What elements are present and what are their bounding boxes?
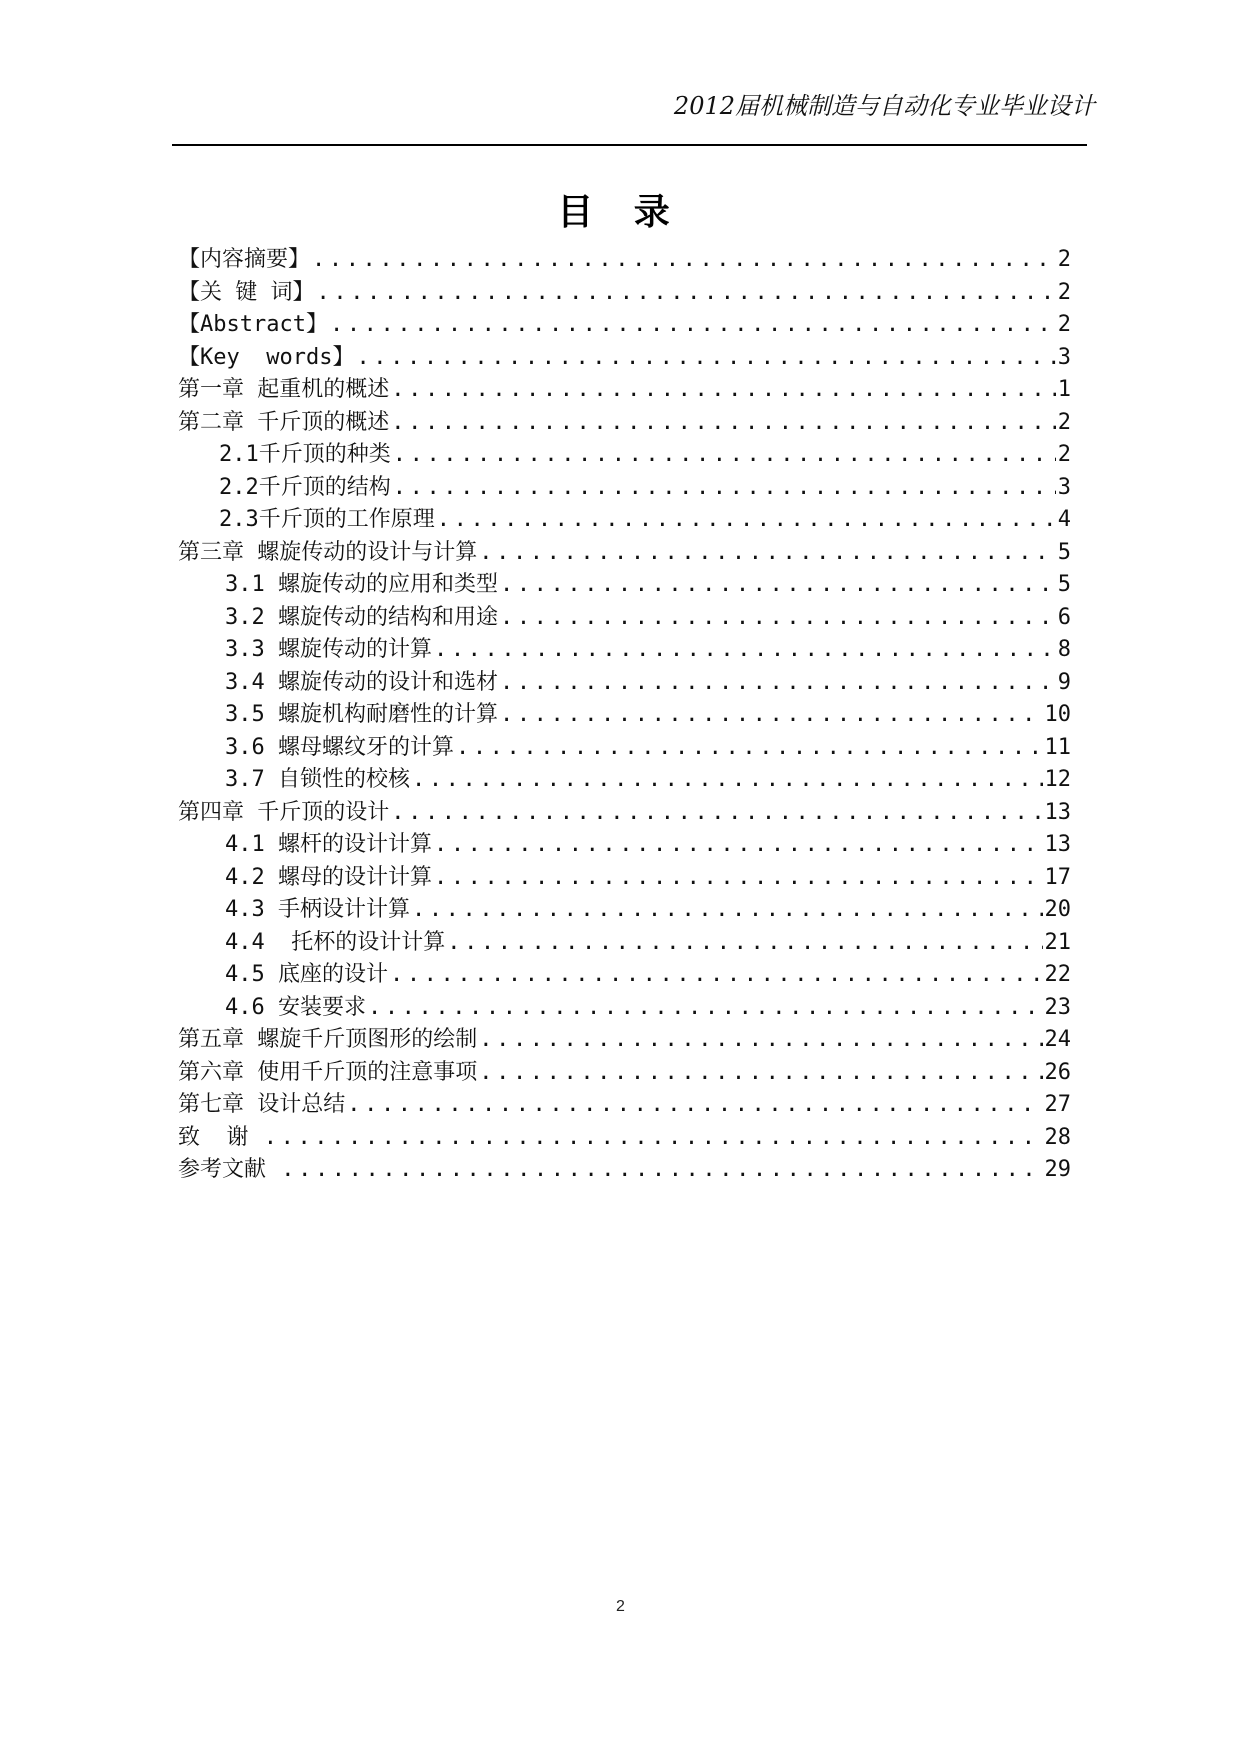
toc-entry-page: 17	[1044, 864, 1071, 890]
toc-entry-label: 【内容摘要】	[178, 247, 311, 272]
toc-leader-dots	[500, 667, 1056, 700]
toc-entry-page: 13	[1044, 832, 1071, 857]
toc-entry[interactable]	[178, 1154, 1071, 1187]
toc-entry[interactable]	[178, 927, 1071, 960]
toc-leader-dots	[434, 829, 1043, 862]
toc-entry-page: 2	[1057, 279, 1071, 305]
toc-leader-dots	[368, 992, 1043, 1025]
toc-entry[interactable]	[178, 602, 1071, 635]
toc-entry-page: 20	[1044, 897, 1071, 922]
toc-leader-dots	[479, 1057, 1042, 1090]
toc-entry[interactable]	[178, 862, 1071, 895]
toc-leader-dots	[434, 862, 1043, 895]
toc-entry[interactable]	[178, 959, 1071, 992]
toc-entry[interactable]	[178, 244, 1071, 277]
toc-entry-page: 1	[1057, 377, 1071, 402]
toc-entry[interactable]	[178, 764, 1071, 797]
toc-leader-dots	[412, 894, 1043, 927]
toc-entry[interactable]	[178, 699, 1071, 732]
toc-leader-dots	[390, 959, 1043, 992]
toc-entry-label: 【Abstract】	[178, 312, 328, 337]
toc-entry[interactable]	[178, 472, 1071, 505]
toc-entry[interactable]	[178, 634, 1071, 667]
toc-entry-label: 4.1 螺杆的设计计算	[225, 832, 432, 857]
toc-entry-label: 3.1 螺旋传动的应用和类型	[225, 572, 498, 597]
toc-entry-page: 8	[1057, 637, 1071, 662]
running-header: 2012届机械制造与自动化专业毕业设计	[673, 92, 1095, 120]
toc-entry[interactable]	[178, 1089, 1071, 1122]
toc-entry[interactable]	[178, 504, 1071, 537]
toc-entry-label: 2.3千斤顶的工作原理	[219, 507, 435, 532]
toc-entry[interactable]	[178, 569, 1071, 602]
toc-leader-dots	[264, 1122, 1043, 1155]
toc-leader-dots	[393, 439, 1056, 472]
toc-leader-dots	[347, 1089, 1042, 1122]
toc-entry-label: 3.3 螺旋传动的计算	[225, 637, 432, 662]
toc-entry-page: 4	[1057, 507, 1071, 532]
toc-leader-dots	[434, 634, 1056, 667]
toc-leader-dots	[356, 342, 1055, 375]
toc-entry-page: 5	[1057, 539, 1071, 565]
toc-entry-label: 3.5 螺旋机构耐磨性的计算	[225, 702, 498, 727]
toc-leader-dots	[391, 407, 1056, 440]
toc-leader-dots	[479, 537, 1056, 570]
toc-entry-label: 3.2 螺旋传动的结构和用途	[225, 604, 498, 630]
toc-entry-label: 【关 键 词】	[178, 279, 315, 305]
toc-leader-dots	[500, 602, 1056, 635]
toc-entry-page: 29	[1044, 1157, 1071, 1182]
toc-entry[interactable]	[178, 374, 1071, 407]
toc-entry-label: 4.3 手柄设计计算	[225, 897, 410, 922]
toc-entry-label: 【Key words】	[178, 344, 355, 370]
toc-entry-page: 3	[1057, 474, 1071, 500]
toc-entry-label: 2.1千斤顶的种类	[219, 442, 391, 467]
toc-leader-dots	[317, 277, 1056, 310]
toc-entry-page: 3	[1057, 344, 1071, 370]
toc-entry-label: 第三章 螺旋传动的设计与计算	[178, 539, 478, 565]
toc-entry-page: 13	[1044, 799, 1071, 825]
toc-entry-page: 2	[1057, 312, 1071, 337]
toc-entry[interactable]	[178, 667, 1071, 700]
toc-entry-label: 4.4 托杯的设计计算	[225, 929, 446, 955]
toc-leader-dots	[500, 569, 1056, 602]
toc-entry[interactable]	[178, 309, 1071, 342]
toc-leader-dots	[281, 1154, 1042, 1187]
toc-entry-page: 24	[1044, 1027, 1071, 1052]
toc-entry-label: 第一章 起重机的概述	[178, 377, 390, 402]
toc-entry-label: 第六章 使用千斤顶的注意事项	[178, 1059, 478, 1085]
toc-leader-dots	[456, 732, 1043, 765]
header-rule	[172, 144, 1087, 146]
toc-leader-dots	[312, 244, 1056, 277]
toc-entry-label: 3.6 螺母螺纹牙的计算	[225, 734, 454, 760]
toc-entry-label: 3.4 螺旋传动的设计和选材	[225, 669, 498, 695]
toc-leader-dots	[479, 1024, 1042, 1057]
toc-leader-dots	[391, 797, 1042, 830]
toc-entry-page: 23	[1044, 994, 1071, 1020]
toc-entry[interactable]	[178, 829, 1071, 862]
toc-entry-page: 26	[1044, 1059, 1071, 1085]
toc-entry[interactable]	[178, 407, 1071, 440]
toc-entry[interactable]	[178, 537, 1071, 570]
toc-leader-dots	[393, 472, 1056, 505]
toc-entry[interactable]	[178, 732, 1071, 765]
toc-title: 目 录	[557, 192, 684, 233]
toc-entry-label: 4.5 底座的设计	[225, 962, 388, 987]
toc-entry[interactable]	[178, 1057, 1071, 1090]
toc-entry-label: 参考文献	[178, 1157, 280, 1182]
toc-entry[interactable]	[178, 1024, 1071, 1057]
toc-entry-page: 12	[1044, 767, 1071, 792]
toc-entry-label: 第二章 千斤顶的概述	[178, 409, 390, 435]
toc-entry-page: 28	[1044, 1124, 1071, 1150]
toc-entry-page: 6	[1057, 604, 1071, 630]
table-of-contents	[178, 244, 1071, 1187]
toc-leader-dots	[447, 927, 1042, 960]
toc-entry[interactable]	[178, 277, 1071, 310]
toc-entry-label: 4.2 螺母的设计计算	[225, 864, 432, 890]
toc-entry-page: 2	[1057, 409, 1071, 435]
toc-entry-label: 第四章 千斤顶的设计	[178, 799, 390, 825]
toc-entry-label: 2.2千斤顶的结构	[219, 474, 391, 500]
toc-entry-label: 3.7 自锁性的校核	[225, 767, 410, 792]
toc-entry-page: 21	[1044, 929, 1071, 955]
toc-leader-dots	[391, 374, 1056, 407]
toc-entry[interactable]	[178, 992, 1071, 1025]
toc-leader-dots	[437, 504, 1056, 537]
toc-entry-label: 致 谢	[178, 1124, 262, 1150]
toc-entry[interactable]	[178, 894, 1071, 927]
toc-leader-dots	[412, 764, 1043, 797]
toc-entry[interactable]	[178, 342, 1071, 375]
toc-entry-page: 2	[1057, 442, 1071, 467]
toc-entry[interactable]	[178, 1122, 1071, 1155]
toc-entry-page: 22	[1044, 962, 1071, 987]
toc-entry-label: 第五章 螺旋千斤顶图形的绘制	[178, 1027, 478, 1052]
toc-entry[interactable]	[178, 797, 1071, 830]
toc-leader-dots	[330, 309, 1056, 342]
toc-entry-page: 2	[1057, 247, 1071, 272]
toc-entry-page: 10	[1044, 702, 1071, 727]
page-number: 2	[616, 1598, 625, 1615]
toc-entry-page: 9	[1057, 669, 1071, 695]
toc-entry-page: 11	[1044, 734, 1071, 760]
toc-entry-label: 第七章 设计总结	[178, 1092, 346, 1117]
toc-entry-page: 27	[1044, 1092, 1071, 1117]
toc-entry-page: 5	[1057, 572, 1071, 597]
toc-entry-label: 4.6 安装要求	[225, 994, 366, 1020]
toc-entry[interactable]	[178, 439, 1071, 472]
toc-leader-dots	[500, 699, 1043, 732]
